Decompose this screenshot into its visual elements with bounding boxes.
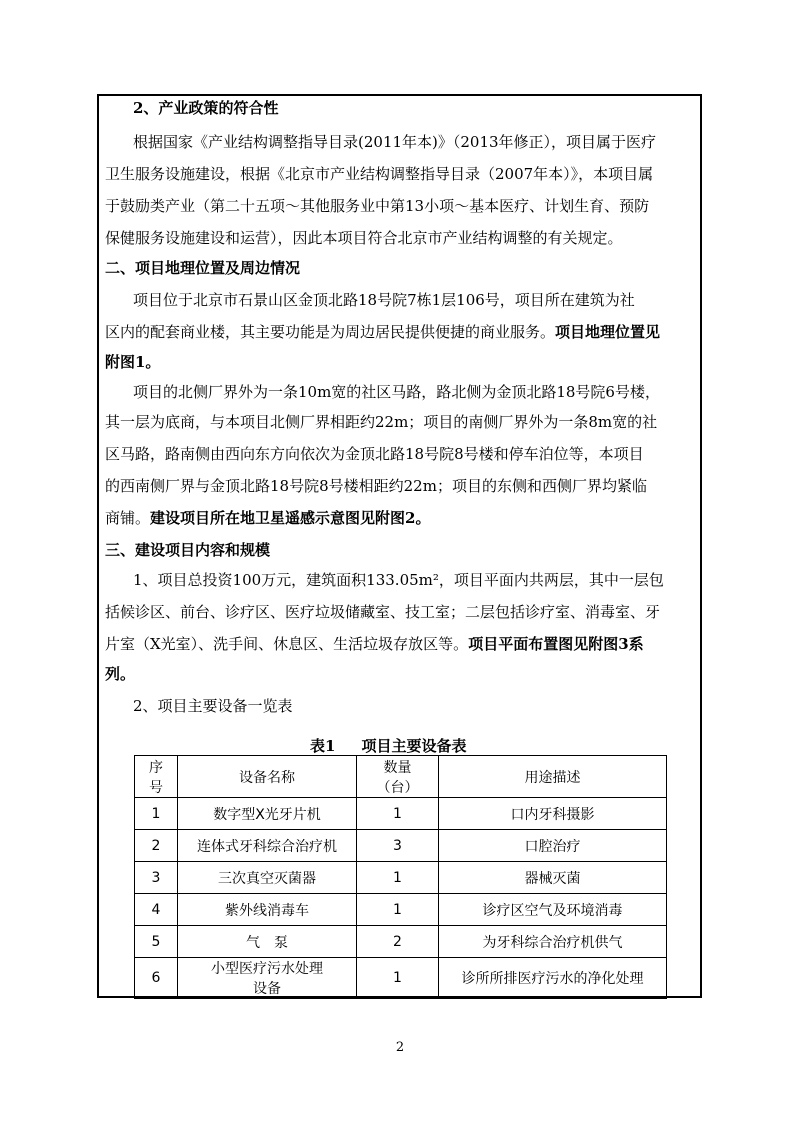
cell-name-line2: 设备: [253, 981, 281, 997]
figure-reference-bold: 列。: [105, 665, 136, 683]
equipment-table: [134, 755, 667, 999]
figure-reference-bold: 附图1。: [105, 353, 161, 371]
header-seq-line2: 号: [149, 779, 163, 796]
table-row: [135, 798, 667, 830]
paragraph-line: 2、项目主要设备一览表: [133, 697, 293, 715]
cell-qty: 1: [357, 958, 439, 999]
cell-usage: 器械灭菌: [439, 862, 667, 894]
cell-usage: 诊疗区空气及环境消毒: [439, 894, 667, 926]
paragraph-line: 于鼓励类产业（第二十五项～其他服务业中第13小项～基本医疗、计划生育、预防: [105, 197, 650, 215]
cell-usage: 口内牙科摄影: [439, 798, 667, 830]
figure-reference-bold: 项目平面布置图见附图3系: [468, 635, 644, 653]
paragraph-text: 片室（X光室）、洗手间、休息区、生活垃圾存放区等。: [105, 635, 469, 653]
page-number: 2: [395, 1040, 405, 1055]
paragraph-line: 的西南侧厂界与金顶北路18号院8号楼相距约22m；项目的东侧和西侧厂界均紧临: [105, 477, 647, 495]
header-seq: [135, 756, 178, 798]
figure-reference-bold: 建设项目所在地卫星遥感示意图见附图2。: [150, 509, 431, 527]
paragraph-line: [105, 508, 430, 528]
header-qty: [357, 756, 439, 798]
cell-usage: 为牙科综合治疗机供气: [439, 926, 667, 958]
paragraph-line: 项目位于北京市石景山区金顶北路18号院7栋1层106号，项目所在建筑为社: [133, 291, 635, 309]
cell-name: 三次真空灭菌器: [178, 862, 357, 894]
paragraph-line: 其一层为底商，与本项目北侧厂界相距约22m；项目的南侧厂界外为一条8m宽的社: [105, 413, 658, 431]
header-seq-line1: 序: [149, 759, 163, 776]
cell-qty: 1: [357, 862, 439, 894]
paragraph-line: 根据国家《产业结构调整指导目录(2011年本)》（2013年修正），项目属于医疗: [133, 133, 657, 151]
section-heading-construction: 三、建设项目内容和规模: [105, 541, 271, 559]
section-heading-industry-policy: 2、产业政策的符合性: [133, 99, 279, 117]
table-row: [135, 862, 667, 894]
table-caption-number: 表1: [310, 737, 336, 755]
paragraph-line: 括候诊区、前台、诊疗区、医疗垃圾储藏室、技工室；二层包括诊疗室、消毒室、牙: [105, 603, 661, 621]
cell-qty: 1: [357, 894, 439, 926]
paragraph-line: [105, 322, 660, 342]
table-row: [135, 830, 667, 862]
cell-qty: 3: [357, 830, 439, 862]
cell-seq: 3: [135, 862, 178, 894]
header-qty-line2: （台）: [376, 779, 419, 796]
cell-name: 紫外线消毒车: [178, 894, 357, 926]
cell-qty: 2: [357, 926, 439, 958]
header-qty-line1: 数量: [383, 759, 412, 776]
paragraph-line: 项目的北侧厂界外为一条10m宽的社区马路，路北侧为金顶北路18号院6号楼，: [133, 383, 660, 401]
cell-seq: 2: [135, 830, 178, 862]
cell-name: 连体式牙科综合治疗机: [178, 830, 357, 862]
cell-usage: 口腔治疗: [439, 830, 667, 862]
table-row: [135, 894, 667, 926]
cell-seq: 6: [135, 958, 178, 999]
header-name: 设备名称: [178, 756, 357, 798]
paragraph-line: 卫生服务设施建设，根据《北京市产业结构调整指导目录（2007年本）》，本项目属: [105, 165, 654, 183]
paragraph-line: 保健服务设施建设和运营），因此本项目符合北京市产业结构调整的有关规定。: [105, 229, 623, 247]
table-caption-title: 项目主要设备表: [361, 737, 467, 755]
table-header-row: [135, 756, 667, 798]
cell-seq: 4: [135, 894, 178, 926]
paragraph-text: 商铺。: [105, 509, 151, 527]
figure-reference-bold: 项目地理位置见: [555, 323, 661, 341]
cell-name: [178, 958, 357, 999]
cell-usage: 诊所所排医疗污水的净化处理: [439, 958, 667, 999]
header-usage: 用途描述: [439, 756, 667, 798]
section-heading-location: 二、项目地理位置及周边情况: [105, 259, 301, 277]
cell-seq: 1: [135, 798, 178, 830]
paragraph-line: [105, 634, 644, 654]
cell-qty: 1: [357, 798, 439, 830]
paragraph-text: 区内的配套商业楼，其主要功能是为周边居民提供便捷的商业服务。: [105, 323, 556, 341]
paragraph-line: 区马路，路南侧由西向东方向依次为金顶北路18号院8号楼和停车泊位等，本项目: [105, 445, 644, 463]
table-row: [135, 926, 667, 958]
cell-name: 气 泵: [178, 926, 357, 958]
cell-name: 数字型X光牙片机: [178, 798, 357, 830]
paragraph-line: 1、项目总投资100万元，建筑面积133.05m²，项目平面内共两层，其中一层包: [133, 571, 664, 589]
table-caption: [310, 735, 466, 756]
table-row: [135, 958, 667, 999]
cell-seq: 5: [135, 926, 178, 958]
cell-name-line1: 小型医疗污水处理: [211, 961, 323, 977]
